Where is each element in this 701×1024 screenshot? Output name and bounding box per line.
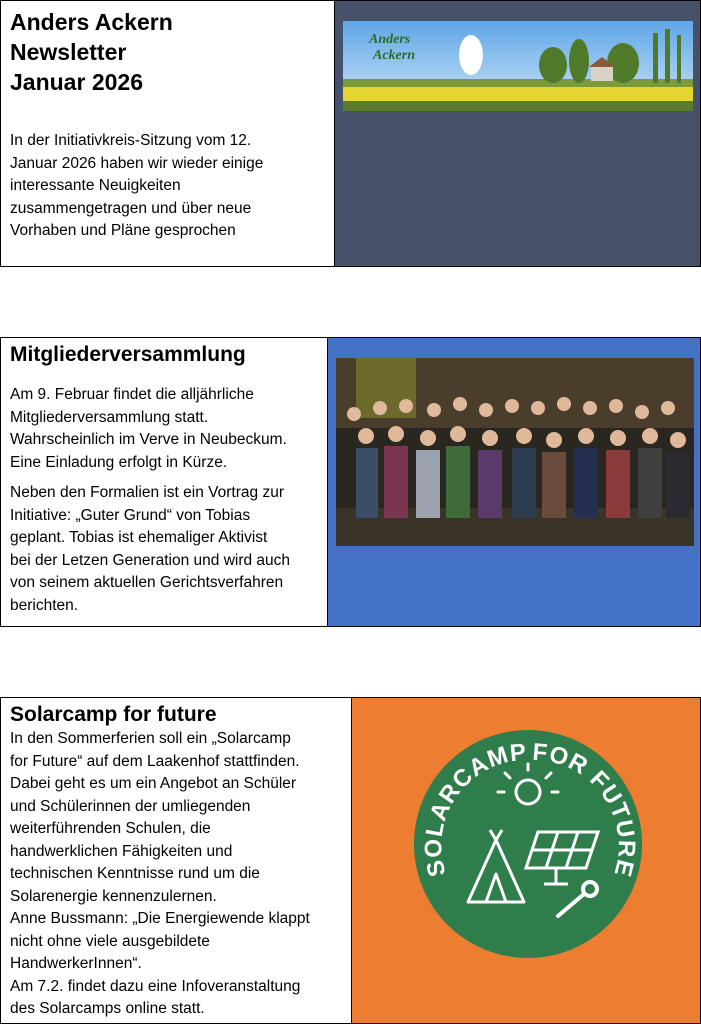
logo-text-right: FOR FUTURE — [531, 738, 640, 880]
title-line: Anders Ackern — [10, 9, 173, 35]
solarcamp-logo-panel — [352, 698, 700, 1023]
mitglieder-text-column — [1, 338, 328, 626]
solarcamp-text-column — [1, 698, 352, 1023]
title-line: Januar 2026 — [10, 69, 143, 95]
text-line: geplant. Tobias ist ehemaliger Aktivist — [10, 529, 268, 546]
text-line: Solarenergie kennenzulernen. — [10, 887, 217, 905]
text-line: Initiative: „Guter Grund“ von Tobias — [10, 506, 251, 524]
header-image-panel — [335, 1, 700, 266]
mitglieder-image-panel — [328, 338, 700, 626]
text-line: Wahrscheinlich im Verve in Neubeckum. — [10, 431, 287, 448]
text-line: berichten. — [10, 596, 79, 614]
mitgliederversammlung-section — [0, 337, 701, 627]
section-heading: Mitgliederversammlung — [10, 343, 246, 366]
newsletter-title — [10, 7, 325, 97]
intro-line: zusammengetragen und über neue — [10, 199, 252, 217]
text-line: bei der Letzen Generation und wird auch — [10, 551, 291, 569]
anders-ackern-banner-image — [343, 21, 693, 111]
text-line: des Solarcamps online statt. — [10, 1000, 205, 1017]
intro-line: Januar 2026 haben wir wieder einige — [10, 154, 264, 172]
intro-line: In der Initiativkreis-Sitzung vom 12. — [10, 132, 252, 149]
banner-logo-text: Anders — [369, 32, 411, 47]
newsletter-header-section — [0, 0, 701, 267]
solarcamp-logo — [408, 724, 648, 964]
text-line: Dabei geht es um ein Angebot an Schüler — [10, 775, 297, 792]
header-text-column — [1, 1, 335, 266]
solarcamp-section — [0, 697, 701, 1024]
text-line: und Schülerinnen der umliegenden — [10, 797, 251, 815]
text-line: weiterführenden Schulen, die — [10, 820, 211, 837]
text-line: HandwerkerInnen“. — [10, 955, 142, 972]
title-line: Newsletter — [10, 39, 127, 65]
text-line: Mitgliederversammlung statt. — [10, 408, 209, 426]
text-line: Eine Einladung erfolgt in Kürze. — [10, 453, 228, 471]
section-heading: Solarcamp for future — [10, 703, 217, 726]
text-line: for Future“ auf dem Laakenhof stattfinden. — [10, 752, 300, 770]
text-line: von seinem aktuellen Gerichtsverfahren — [10, 574, 284, 591]
solarcamp-paragraph — [10, 728, 342, 1021]
text-line: nicht ohne viele ausgebildete — [10, 932, 210, 950]
intro-line: Vorhaben und Pläne gesprochen — [10, 222, 236, 239]
banner-logo-text: Ackern — [373, 48, 415, 63]
text-line: Anne Bussmann: „Die Energiewende klappt — [10, 910, 310, 927]
mitglieder-paragraph-1 — [10, 384, 318, 474]
logo-text-left: SOLARCAMP — [420, 738, 529, 880]
mitglieder-paragraph-2 — [10, 482, 318, 617]
text-line: technischen Kenntnisse rund um die — [10, 865, 260, 882]
text-line: Am 7.2. findet dazu eine Infoveranstaltung — [10, 977, 301, 995]
text-line: Am 9. Februar findet die alljährliche — [10, 386, 254, 403]
group-photo-image — [336, 358, 694, 546]
text-line: handwerklichen Fähigkeiten und — [10, 842, 233, 860]
text-line: In den Sommerferien soll ein „Solarcamp — [10, 730, 291, 747]
text-line: Neben den Formalien ist ein Vortrag zur — [10, 484, 284, 501]
intro-line: interessante Neuigkeiten — [10, 177, 181, 194]
intro-paragraph — [10, 130, 325, 243]
